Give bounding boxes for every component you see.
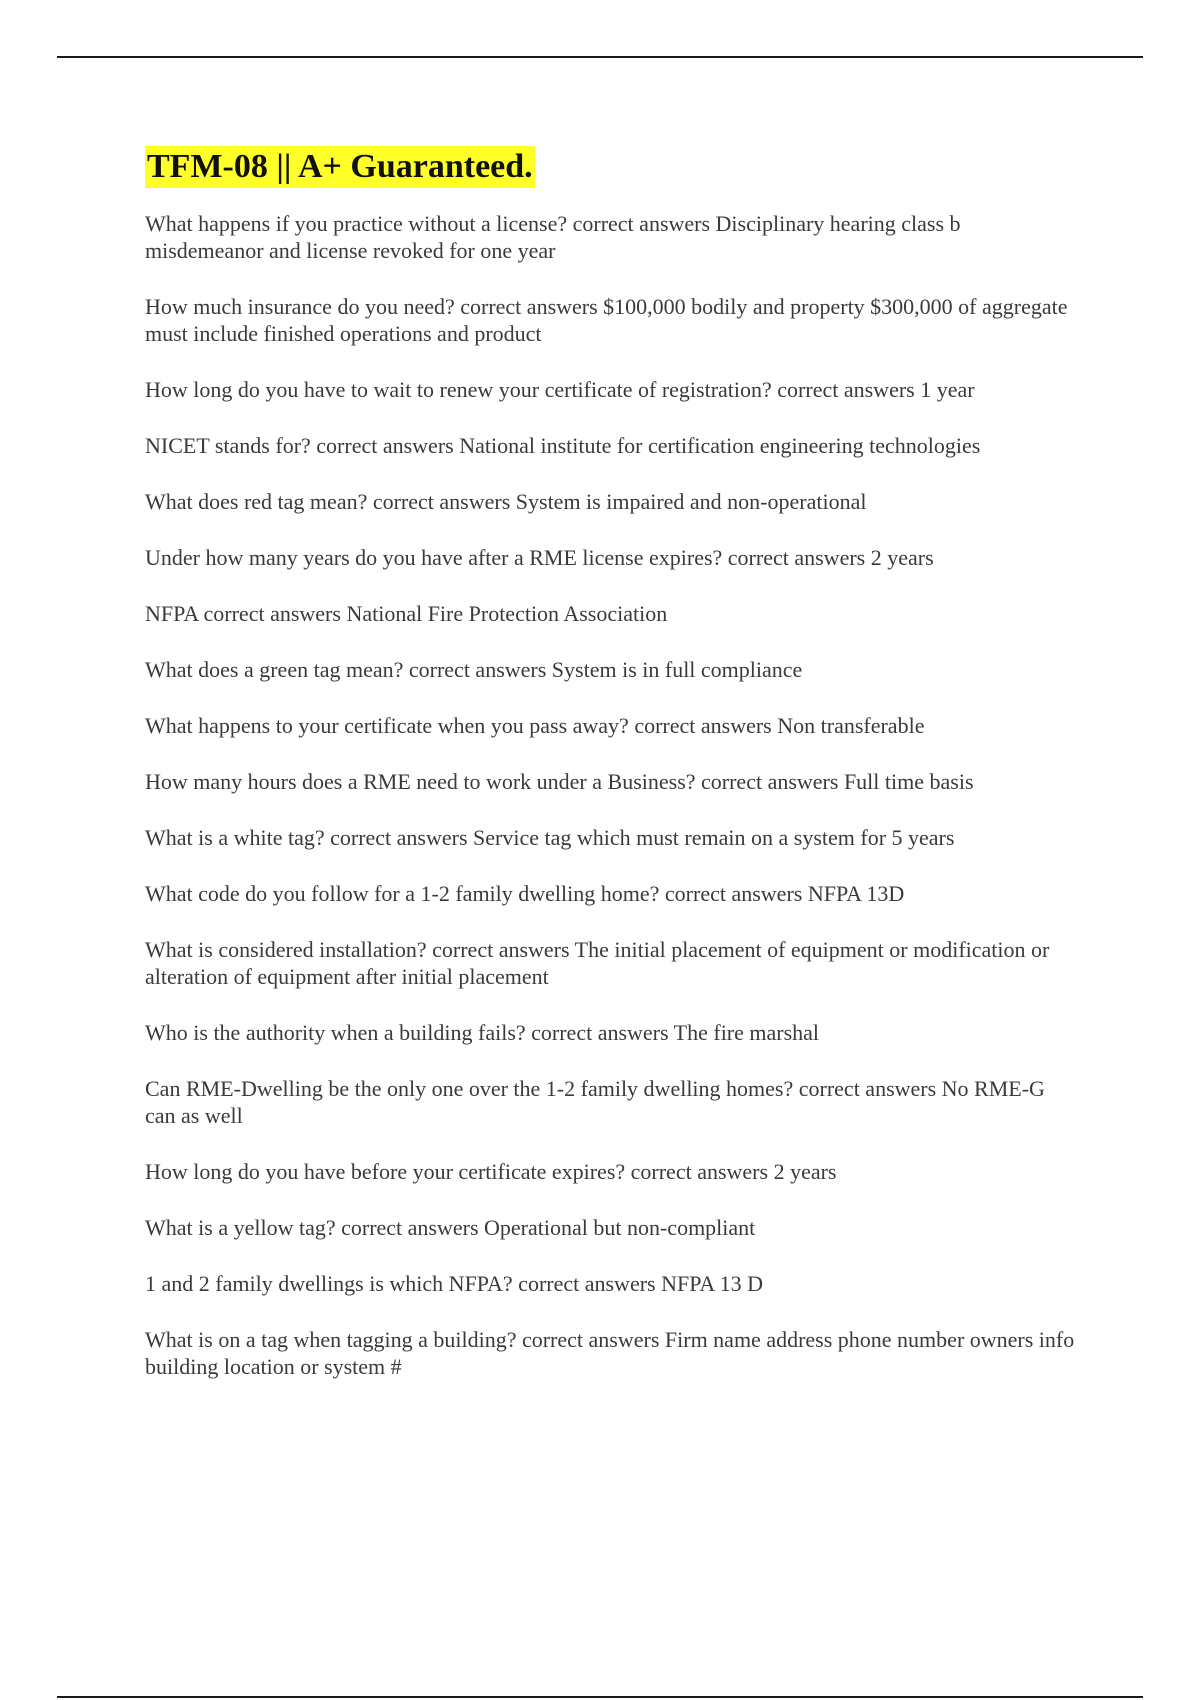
qa-list xyxy=(145,210,1075,1380)
document-title: TFM-08 || A+ Guaranteed. xyxy=(145,146,535,188)
qa-item: How many hours does a RME need to work under a Business? correct answers Full time basis xyxy=(145,769,974,794)
qa-item: How much insurance do you need? correct answers $100,000 bodily and property $300,000 of aggregate must include finished operations and product xyxy=(145,294,1068,346)
qa-item: Who is the authority when a building fails? correct answers The fire marshal xyxy=(145,1020,820,1045)
qa-item: What happens to your certificate when you pass away? correct answers Non transferable xyxy=(145,713,925,738)
qa-item: NFPA correct answers National Fire Protection Association xyxy=(145,601,668,626)
qa-item: What code do you follow for a 1-2 family dwelling home? correct answers NFPA 13D xyxy=(145,881,905,906)
qa-item: Under how many years do you have after a RME license expires? correct answers 2 years xyxy=(145,545,934,570)
qa-item: How long do you have to wait to renew your certificate of registration? correct answers 1 year xyxy=(145,377,975,402)
qa-item: How long do you have before your certificate expires? correct answers 2 years xyxy=(145,1159,837,1184)
qa-item: What is a yellow tag? correct answers Operational but non-compliant xyxy=(145,1215,756,1240)
bottom-rule xyxy=(57,1696,1143,1698)
qa-item: NICET stands for? correct answers National institute for certification engineering technologies xyxy=(145,433,981,458)
qa-item: Can RME-Dwelling be the only one over the 1-2 family dwelling homes? correct answers No RME-G can as well xyxy=(145,1076,1045,1128)
qa-item: What does a green tag mean? correct answers System is in full compliance xyxy=(145,657,803,682)
qa-item: What is a white tag? correct answers Service tag which must remain on a system for 5 years xyxy=(145,825,955,850)
top-rule xyxy=(57,56,1143,58)
qa-item: What happens if you practice without a license? correct answers Disciplinary hearing class b misdemeanor and license revoked for one year xyxy=(145,211,961,263)
document-body xyxy=(145,146,1075,1409)
qa-item: What is considered installation? correct answers The initial placement of equipment or modification or alteration of equipment after initial placement xyxy=(145,937,1050,989)
qa-item: What does red tag mean? correct answers System is impaired and non-operational xyxy=(145,489,867,514)
qa-item: What is on a tag when tagging a building? correct answers Firm name address phone number owners info building location or system # xyxy=(145,1327,1075,1379)
qa-item: 1 and 2 family dwellings is which NFPA? correct answers NFPA 13 D xyxy=(145,1271,763,1296)
